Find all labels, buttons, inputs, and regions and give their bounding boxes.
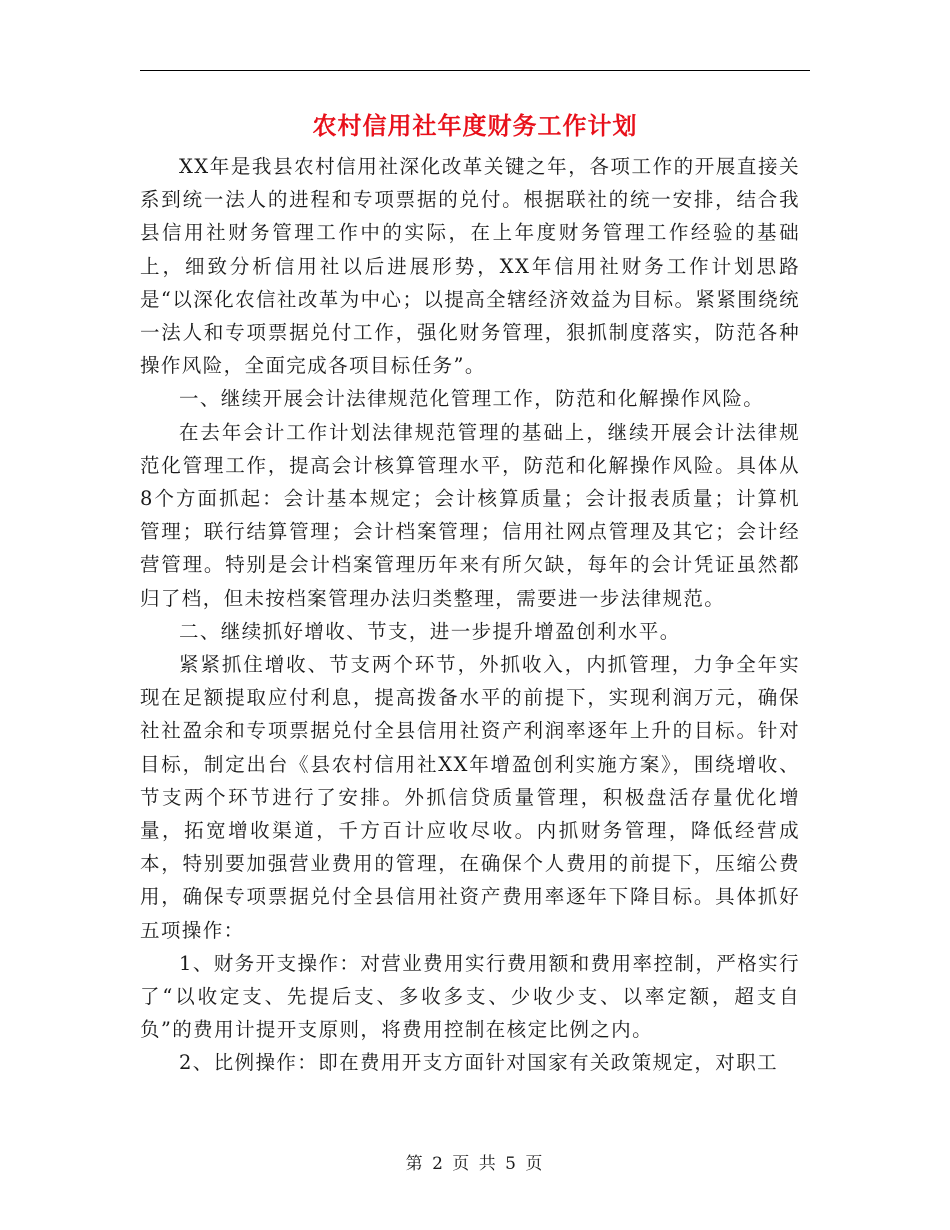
- list-item-1: 1、财务开支操作：对营业费用实行费用额和费用率控制，严格实行了“以收定支、先提后支、多收多支、少收少支、以率定额，超支自负”的费用计提开支原则，将费用控制在核定比例之内。: [140, 951, 800, 1042]
- paragraph-section-1: 在去年会计工作计划法律规范管理的基础上，继续开展会计法律规范化管理工作，提高会计核算管理水平，防范和化解操作风险。具体从8个方面抓起：会计基本规定；会计核算质量；会计报表质量；计算机管理；联行结算管理；会计档案管理；信用社网点管理及其它；会计经营管理。特别是会计档案管理历年来有所欠缺，每年的会计凭证虽然都归了档，但未按档案管理办法归类整理，需要进一步法律规范。: [140, 420, 800, 610]
- document-body: [140, 150, 800, 1080]
- section-heading-1: 一、继续开展会计法律规范化管理工作，防范和化解操作风险。: [179, 387, 765, 411]
- header-rule: [140, 70, 810, 71]
- section-heading-2: 二、继续抓好增收、节支，进一步提升增盈创利水平。: [179, 619, 681, 643]
- paragraph-section-2: 紧紧抓住增收、节支两个环节，外抓收入，内抓管理，力争全年实现在足额提取应付利息，提高拨备水平的前提下，实现利润万元，确保社社盈余和专项票据兑付全县信用社资产利润率逐年上升的目标。针对目标，制定出台《县农村信用社XX年增盈创利实施方案》，围绕增收、节支两个环节进行了安排。外抓信贷质量管理，积极盘活存量优化增量，拓宽增收渠道，千方百计应收尽收。内抓财务管理，降低经营成本，特别要加强营业费用的管理，在确保个人费用的前提下，压缩公费用，确保专项票据兑付全县信用社资产费用率逐年下降目标。具体抓好五项操作：: [140, 653, 800, 942]
- page-number-footer: 第 2 页 共 5 页: [405, 1154, 545, 1174]
- list-item-2: 2、比例操作：即在费用开支方面针对国家有关政策规定，对职工: [179, 1051, 779, 1075]
- paragraph-intro: XX年是我县农村信用社深化改革关键之年，各项工作的开展直接关系到统一法人的进程和专项票据的兑付。根据联社的统一安排，结合我县信用社财务管理工作中的实际，在上年度财务管理工作经验的基础上，细致分析信用社以后进展形势，XX年信用社财务工作计划思路是“以深化农信社改革为中心；以提高全辖经济效益为目标。紧紧围绕统一法人和专项票据兑付工作，强化财务管理，狠抓制度落实，防范各种操作风险，全面完成各项目标任务”。: [140, 155, 800, 378]
- document-title: 农村信用社年度财务工作计划: [312, 111, 638, 140]
